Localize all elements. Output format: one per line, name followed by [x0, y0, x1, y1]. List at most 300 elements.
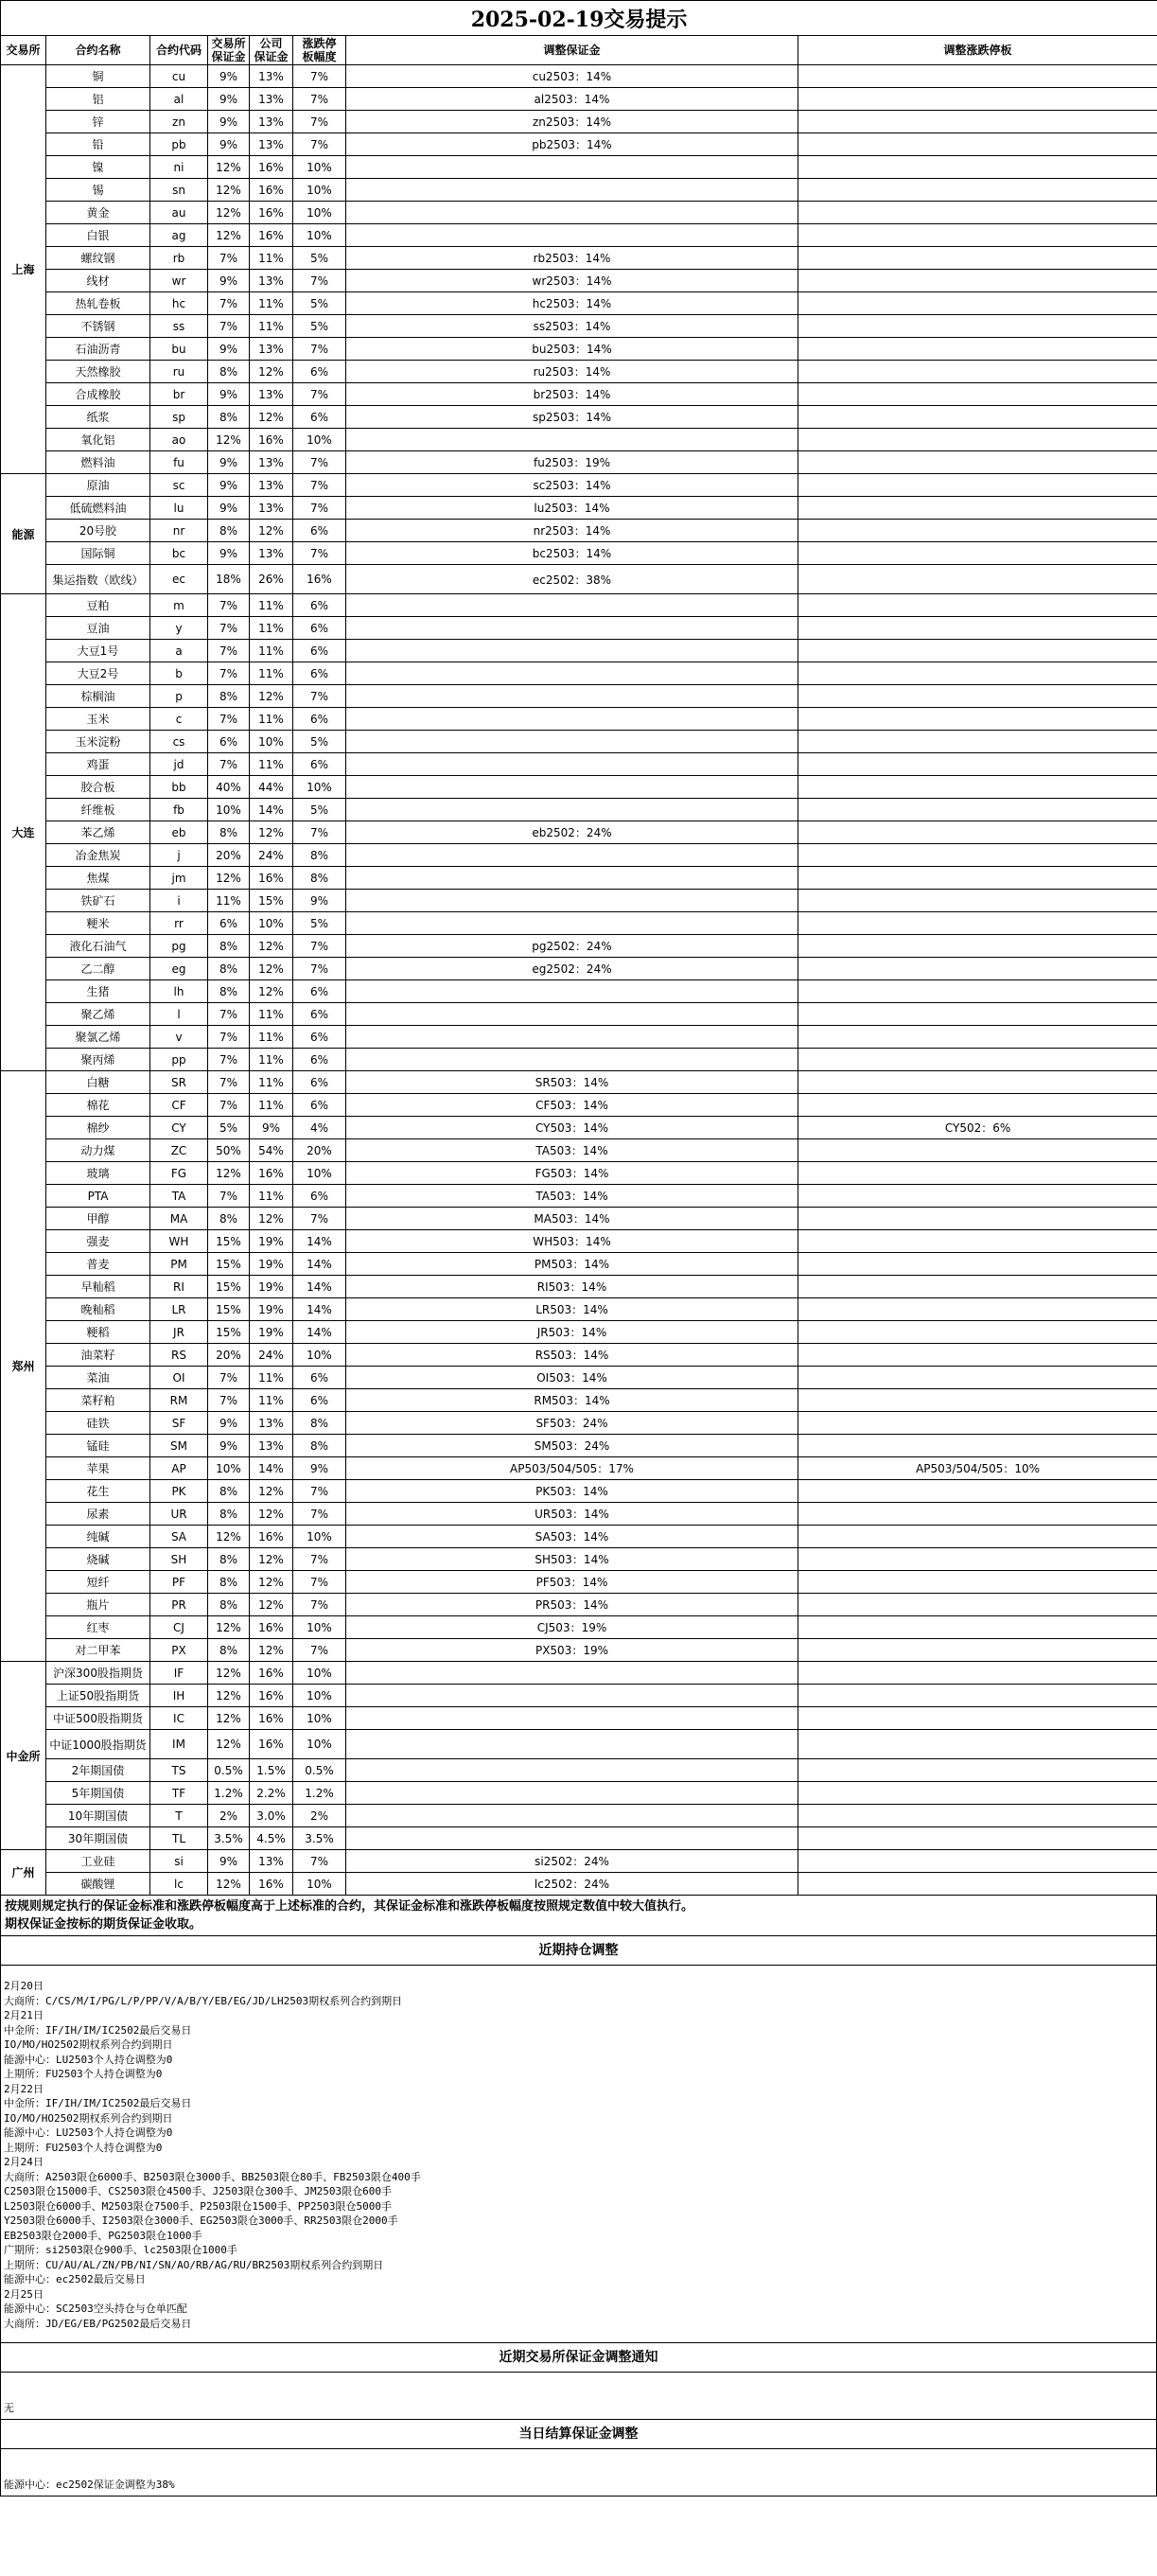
contract-name-cell: 液化石油气 [46, 935, 150, 958]
adjust-margin-cell: RS503：14% [346, 1344, 798, 1367]
company-margin-cell: 12% [250, 1503, 293, 1526]
limit-range-cell: 1.2% [293, 1782, 346, 1805]
table-row [1, 383, 1157, 406]
exchange-cell: 大连 [1, 594, 46, 1071]
company-margin-cell: 16% [250, 1162, 293, 1185]
table-row [1, 1230, 1157, 1253]
adjust-limit-cell [798, 497, 1157, 520]
table-row [1, 429, 1157, 451]
adjust-limit-cell [798, 383, 1157, 406]
table-row [1, 156, 1157, 179]
company-margin-cell: 16% [250, 1662, 293, 1685]
header-contract-code: 合约代码 [150, 36, 208, 65]
exchange-margin-cell: 9% [208, 1435, 250, 1457]
table-row [1, 1049, 1157, 1071]
contract-code-cell: bb [150, 776, 208, 799]
contract-name-cell: 瓶片 [46, 1594, 150, 1616]
table-row [1, 1321, 1157, 1344]
table-row [1, 1850, 1157, 1873]
limit-range-cell: 7% [293, 821, 346, 844]
limit-range-cell: 5% [293, 912, 346, 935]
table-row [1, 1526, 1157, 1548]
company-margin-cell: 13% [250, 88, 293, 111]
exchange-margin-cell: 7% [208, 315, 250, 338]
exchange-margin-cell: 8% [208, 520, 250, 542]
contract-name-cell: 聚氯乙烯 [46, 1026, 150, 1049]
position-line: 上期所：FU2503个人持仓调整为0 [4, 2141, 163, 2154]
limit-range-cell: 9% [293, 890, 346, 912]
position-line: IO/MO/HO2502期权系列合约到期日 [4, 2038, 173, 2051]
exchange-margin-cell: 2% [208, 1805, 250, 1827]
contract-name-cell: 聚丙烯 [46, 1049, 150, 1071]
adjust-limit-cell [798, 247, 1157, 270]
table-row [1, 88, 1157, 111]
adjust-margin-cell [346, 1827, 798, 1850]
limit-range-cell: 14% [293, 1298, 346, 1321]
contract-code-cell: ZC [150, 1139, 208, 1162]
adjust-margin-cell: RM503：14% [346, 1389, 798, 1412]
contract-code-cell: si [150, 1850, 208, 1873]
position-line: 大商所：A2503限仓6000手、B2503限仓3000手、BB2503限仓80手、FB2503限仓400手 [4, 2170, 421, 2183]
contract-code-cell: LR [150, 1298, 208, 1321]
adjust-margin-cell [346, 1730, 798, 1759]
contract-name-cell: 早籼稻 [46, 1276, 150, 1298]
adjust-limit-cell [798, 753, 1157, 776]
table-row [1, 247, 1157, 270]
exchange-margin-cell: 15% [208, 1253, 250, 1276]
exchange-margin-cell: 7% [208, 292, 250, 315]
adjust-limit-cell [798, 821, 1157, 844]
adjust-margin-cell: SH503：14% [346, 1548, 798, 1571]
note-line: 按规则规定执行的保证金标准和涨跌停板幅度高于上述标准的合约，其保证金标准和涨跌停板幅度按照规定数值中较大值执行。 [5, 1899, 694, 1914]
table-row [1, 640, 1157, 662]
adjust-margin-cell [346, 731, 798, 753]
company-margin-cell: 11% [250, 1026, 293, 1049]
adjust-margin-cell: CF503：14% [346, 1094, 798, 1117]
contract-code-cell: PK [150, 1480, 208, 1503]
table-header [1, 36, 1157, 65]
exchange-margin-cell: 9% [208, 338, 250, 361]
adjust-margin-cell [346, 799, 798, 821]
adjust-limit-cell [798, 1805, 1157, 1827]
contract-name-cell: 2年期国债 [46, 1759, 150, 1782]
limit-range-cell: 7% [293, 1208, 346, 1230]
adjust-limit-cell [798, 1230, 1157, 1253]
contract-code-cell: MA [150, 1208, 208, 1230]
contract-name-cell: 甲醇 [46, 1208, 150, 1230]
adjust-limit-cell [798, 1253, 1157, 1276]
adjust-margin-cell: cu2503：14% [346, 65, 798, 88]
contract-code-cell: AP [150, 1457, 208, 1480]
adjust-margin-cell: hc2503：14% [346, 292, 798, 315]
table-row [1, 1639, 1157, 1662]
settlement-text: 能源中心：ec2502保证金调整为38% [4, 2479, 175, 2491]
table-row [1, 617, 1157, 640]
adjust-margin-cell [346, 1707, 798, 1730]
exchange-margin-cell: 18% [208, 565, 250, 594]
adjust-margin-cell [346, 202, 798, 224]
limit-range-cell: 16% [293, 565, 346, 594]
limit-range-cell: 10% [293, 1344, 346, 1367]
contract-name-cell: 粳米 [46, 912, 150, 935]
contract-name-cell: 短纤 [46, 1571, 150, 1594]
contract-code-cell: SM [150, 1435, 208, 1457]
contract-code-cell: T [150, 1805, 208, 1827]
company-margin-cell: 11% [250, 1003, 293, 1026]
adjust-margin-cell: OI503：14% [346, 1367, 798, 1389]
contract-code-cell: jd [150, 753, 208, 776]
contract-name-cell: 普麦 [46, 1253, 150, 1276]
position-line: 大商所：C/CS/M/I/PG/L/P/PP/V/A/B/Y/EB/EG/JD/LH2503期权系列合约到期日 [4, 1994, 403, 2007]
limit-range-cell: 6% [293, 1003, 346, 1026]
exchange-margin-cell: 8% [208, 1571, 250, 1594]
exchange-margin-section-body [0, 2373, 1157, 2420]
contract-name-cell: 中证500股指期货 [46, 1707, 150, 1730]
company-margin-cell: 11% [250, 1071, 293, 1094]
contract-name-cell: 锡 [46, 179, 150, 202]
adjust-margin-cell: SF503：24% [346, 1412, 798, 1435]
table-row [1, 1548, 1157, 1571]
position-line: IO/MO/HO2502期权系列合约到期日 [4, 2111, 173, 2125]
adjust-limit-cell [798, 1662, 1157, 1685]
adjust-limit-cell [798, 685, 1157, 708]
table-row [1, 821, 1157, 844]
header-limit-range: 涨跌停 板幅度 [293, 36, 346, 65]
adjust-margin-cell: pg2502：24% [346, 935, 798, 958]
company-margin-cell: 11% [250, 1185, 293, 1208]
exchange-margin-cell: 8% [208, 1594, 250, 1616]
contract-name-cell: 集运指数（欧线） [46, 565, 150, 594]
contract-code-cell: TA [150, 1185, 208, 1208]
contract-code-cell: CY [150, 1117, 208, 1139]
table-row [1, 520, 1157, 542]
adjust-limit-cell [798, 1321, 1157, 1344]
table-row [1, 1003, 1157, 1026]
adjust-margin-cell [346, 1662, 798, 1685]
header-adjust-limit: 调整涨跌停板 [798, 36, 1157, 65]
company-margin-cell: 19% [250, 1321, 293, 1344]
exchange-margin-cell: 12% [208, 1707, 250, 1730]
contract-name-cell: 热轧卷板 [46, 292, 150, 315]
adjust-margin-cell [346, 753, 798, 776]
limit-range-cell: 7% [293, 1594, 346, 1616]
adjust-limit-cell [798, 202, 1157, 224]
adjust-margin-cell: CJ503：19% [346, 1616, 798, 1639]
adjust-limit-cell [798, 1139, 1157, 1162]
company-margin-cell: 16% [250, 429, 293, 451]
contract-code-cell: j [150, 844, 208, 867]
exchange-cell: 能源 [1, 474, 46, 594]
position-line: 2月24日 [4, 2156, 44, 2168]
contract-name-cell: 油菜籽 [46, 1344, 150, 1367]
contract-name-cell: 大豆2号 [46, 662, 150, 685]
limit-range-cell: 5% [293, 247, 346, 270]
limit-range-cell: 6% [293, 662, 346, 685]
exchange-margin-cell: 7% [208, 1367, 250, 1389]
contract-code-cell: pb [150, 133, 208, 156]
table-body [1, 65, 1157, 1896]
limit-range-cell: 7% [293, 685, 346, 708]
position-line: 上期所：CU/AU/AL/ZN/PB/NI/SN/AO/RB/AG/RU/BR2503期权系列合约到期日 [4, 2258, 384, 2271]
contract-name-cell: 上证50股指期货 [46, 1685, 150, 1707]
table-row [1, 1208, 1157, 1230]
exchange-margin-cell: 12% [208, 1526, 250, 1548]
company-margin-cell: 12% [250, 1208, 293, 1230]
table-row [1, 776, 1157, 799]
contract-name-cell: 国际铜 [46, 542, 150, 565]
contract-code-cell: IM [150, 1730, 208, 1759]
company-margin-cell: 26% [250, 565, 293, 594]
table-row [1, 1685, 1157, 1707]
settlement-section-body [0, 2449, 1157, 2497]
limit-range-cell: 10% [293, 1526, 346, 1548]
company-margin-cell: 16% [250, 1616, 293, 1639]
contract-code-cell: ao [150, 429, 208, 451]
limit-range-cell: 10% [293, 429, 346, 451]
contract-code-cell: bc [150, 542, 208, 565]
exchange-margin-cell: 7% [208, 708, 250, 731]
contract-name-cell: 尿素 [46, 1503, 150, 1526]
company-margin-cell: 10% [250, 731, 293, 753]
exchange-margin-cell: 10% [208, 799, 250, 821]
contract-name-cell: 晚籼稻 [46, 1298, 150, 1321]
adjust-limit-cell [798, 1049, 1157, 1071]
adjust-limit-cell [798, 958, 1157, 980]
company-margin-cell: 13% [250, 1412, 293, 1435]
table-row [1, 1759, 1157, 1782]
table-row [1, 406, 1157, 429]
adjust-limit-cell [798, 1782, 1157, 1805]
table-row [1, 224, 1157, 247]
table-row [1, 1616, 1157, 1639]
exchange-margin-cell: 20% [208, 1344, 250, 1367]
adjust-limit-cell [798, 1208, 1157, 1230]
adjust-limit-cell [798, 111, 1157, 133]
adjust-margin-cell: WH503：14% [346, 1230, 798, 1253]
table-row [1, 1571, 1157, 1594]
adjust-margin-cell: lc2502：24% [346, 1873, 798, 1896]
table-row [1, 1435, 1157, 1457]
adjust-margin-cell: bu2503：14% [346, 338, 798, 361]
contract-name-cell: 铜 [46, 65, 150, 88]
table-row [1, 912, 1157, 935]
adjust-limit-cell [798, 429, 1157, 451]
table-row [1, 594, 1157, 617]
adjust-limit-cell [798, 156, 1157, 179]
adjust-margin-cell: br2503：14% [346, 383, 798, 406]
limit-range-cell: 10% [293, 1873, 346, 1896]
adjust-margin-cell: RI503：14% [346, 1276, 798, 1298]
adjust-margin-cell: eg2502：24% [346, 958, 798, 980]
adjust-limit-cell: CY502：6% [798, 1117, 1157, 1139]
company-margin-cell: 12% [250, 980, 293, 1003]
limit-range-cell: 8% [293, 1412, 346, 1435]
company-margin-cell: 11% [250, 1367, 293, 1389]
table-row [1, 1026, 1157, 1049]
header-contract-name: 合约名称 [46, 36, 150, 65]
limit-range-cell: 7% [293, 1850, 346, 1873]
table-row [1, 1139, 1157, 1162]
limit-range-cell: 8% [293, 844, 346, 867]
adjust-limit-cell [798, 1571, 1157, 1594]
limit-range-cell: 14% [293, 1321, 346, 1344]
table-row [1, 565, 1157, 594]
table-row [1, 1117, 1157, 1139]
limit-range-cell: 7% [293, 270, 346, 292]
contract-code-cell: b [150, 662, 208, 685]
adjust-margin-cell: sc2503：14% [346, 474, 798, 497]
contract-code-cell: sp [150, 406, 208, 429]
adjust-margin-cell: SM503：24% [346, 1435, 798, 1457]
table-row [1, 1873, 1157, 1896]
notes [0, 1896, 1157, 1936]
table-row [1, 1298, 1157, 1321]
table-row [1, 1662, 1157, 1685]
exchange-margin-cell: 9% [208, 133, 250, 156]
contract-code-cell: m [150, 594, 208, 617]
table-row [1, 1827, 1157, 1850]
contract-name-cell: 白银 [46, 224, 150, 247]
table-row [1, 731, 1157, 753]
exchange-margin-cell: 6% [208, 912, 250, 935]
company-margin-cell: 19% [250, 1276, 293, 1298]
exchange-margin-cell: 7% [208, 753, 250, 776]
exchange-margin-cell: 8% [208, 1548, 250, 1571]
adjust-limit-cell [798, 731, 1157, 753]
company-margin-cell: 12% [250, 1639, 293, 1662]
table-row [1, 1594, 1157, 1616]
contract-name-cell: 10年期国债 [46, 1805, 150, 1827]
adjust-limit-cell [798, 1730, 1157, 1759]
adjust-limit-cell [798, 474, 1157, 497]
exchange-margin-cell: 9% [208, 1850, 250, 1873]
limit-range-cell: 7% [293, 133, 346, 156]
contract-name-cell: 铅 [46, 133, 150, 156]
contract-code-cell: jm [150, 867, 208, 890]
contract-code-cell: rr [150, 912, 208, 935]
adjust-margin-cell: PF503：14% [346, 1571, 798, 1594]
limit-range-cell: 14% [293, 1253, 346, 1276]
adjust-limit-cell [798, 1389, 1157, 1412]
contract-name-cell: 沪深300股指期货 [46, 1662, 150, 1685]
adjust-margin-cell: rb2503：14% [346, 247, 798, 270]
contract-code-cell: RM [150, 1389, 208, 1412]
contract-code-cell: TL [150, 1827, 208, 1850]
contract-name-cell: 苯乙烯 [46, 821, 150, 844]
adjust-limit-cell [798, 1548, 1157, 1571]
adjust-margin-cell: al2503：14% [346, 88, 798, 111]
contract-name-cell: 锰硅 [46, 1435, 150, 1457]
exchange-margin-cell: 9% [208, 1412, 250, 1435]
limit-range-cell: 10% [293, 1162, 346, 1185]
table-row [1, 844, 1157, 867]
adjust-margin-cell [346, 1685, 798, 1707]
contract-name-cell: PTA [46, 1185, 150, 1208]
contract-name-cell: 红枣 [46, 1616, 150, 1639]
table-row [1, 935, 1157, 958]
contract-name-cell: 大豆1号 [46, 640, 150, 662]
limit-range-cell: 6% [293, 594, 346, 617]
contract-name-cell: 动力煤 [46, 1139, 150, 1162]
adjust-margin-cell: FG503：14% [346, 1162, 798, 1185]
position-line: 中金所：IF/IH/IM/IC2502最后交易日 [4, 2023, 192, 2037]
position-line: L2503限仓6000手、M2503限仓7500手、P2503限仓1500手、PP2503限仓5000手 [4, 2199, 393, 2213]
company-margin-cell: 10% [250, 912, 293, 935]
adjust-limit-cell [798, 708, 1157, 731]
position-line: 广期所：si2503限仓900手、lc2503限仓1000手 [4, 2244, 237, 2256]
company-margin-cell: 13% [250, 383, 293, 406]
adjust-limit-cell [798, 315, 1157, 338]
exchange-margin-cell: 12% [208, 202, 250, 224]
adjust-limit-cell [798, 1594, 1157, 1616]
limit-range-cell: 7% [293, 88, 346, 111]
contract-name-cell: 生猪 [46, 980, 150, 1003]
adjust-limit-cell [798, 890, 1157, 912]
adjust-margin-cell: zn2503：14% [346, 111, 798, 133]
company-margin-cell: 13% [250, 497, 293, 520]
exchange-margin-cell: 8% [208, 980, 250, 1003]
limit-range-cell: 14% [293, 1276, 346, 1298]
contract-code-cell: pg [150, 935, 208, 958]
contract-code-cell: l [150, 1003, 208, 1026]
table-row [1, 1707, 1157, 1730]
limit-range-cell: 7% [293, 1503, 346, 1526]
contract-name-cell: 鸡蛋 [46, 753, 150, 776]
company-margin-cell: 13% [250, 474, 293, 497]
contract-name-cell: 棉花 [46, 1094, 150, 1117]
contract-code-cell: ag [150, 224, 208, 247]
position-line: 2月21日 [4, 2009, 44, 2021]
contract-code-cell: wr [150, 270, 208, 292]
contract-code-cell: OI [150, 1367, 208, 1389]
limit-range-cell: 0.5% [293, 1759, 346, 1782]
table-row [1, 1162, 1157, 1185]
position-line: 2月20日 [4, 1980, 44, 1992]
adjust-limit-cell [798, 133, 1157, 156]
limit-range-cell: 7% [293, 497, 346, 520]
exchange-margin-cell: 0.5% [208, 1759, 250, 1782]
company-margin-cell: 16% [250, 867, 293, 890]
limit-range-cell: 3.5% [293, 1827, 346, 1850]
contract-name-cell: 不锈钢 [46, 315, 150, 338]
limit-range-cell: 2% [293, 1805, 346, 1827]
limit-range-cell: 7% [293, 383, 346, 406]
contract-code-cell: CJ [150, 1616, 208, 1639]
header-company-margin: 公司 保证金 [250, 36, 293, 65]
limit-range-cell: 7% [293, 338, 346, 361]
adjust-limit-cell [798, 1298, 1157, 1321]
position-line: 大商所：JD/EG/EB/PG2502最后交易日 [4, 2317, 192, 2330]
adjust-limit-cell [798, 1094, 1157, 1117]
company-margin-cell: 11% [250, 640, 293, 662]
limit-range-cell: 8% [293, 1435, 346, 1457]
adjust-margin-cell [346, 844, 798, 867]
contract-code-cell: ru [150, 361, 208, 383]
adjust-limit-cell [798, 1412, 1157, 1435]
limit-range-cell: 6% [293, 1367, 346, 1389]
contract-code-cell: bu [150, 338, 208, 361]
contract-code-cell: pp [150, 1049, 208, 1071]
limit-range-cell: 7% [293, 474, 346, 497]
exchange-margin-cell: 11% [208, 890, 250, 912]
adjust-margin-cell: sp2503：14% [346, 406, 798, 429]
contract-name-cell: 合成橡胶 [46, 383, 150, 406]
table-row [1, 179, 1157, 202]
company-margin-cell: 14% [250, 799, 293, 821]
contract-name-cell: 玻璃 [46, 1162, 150, 1185]
contract-code-cell: SH [150, 1548, 208, 1571]
adjust-limit-cell [798, 1639, 1157, 1662]
